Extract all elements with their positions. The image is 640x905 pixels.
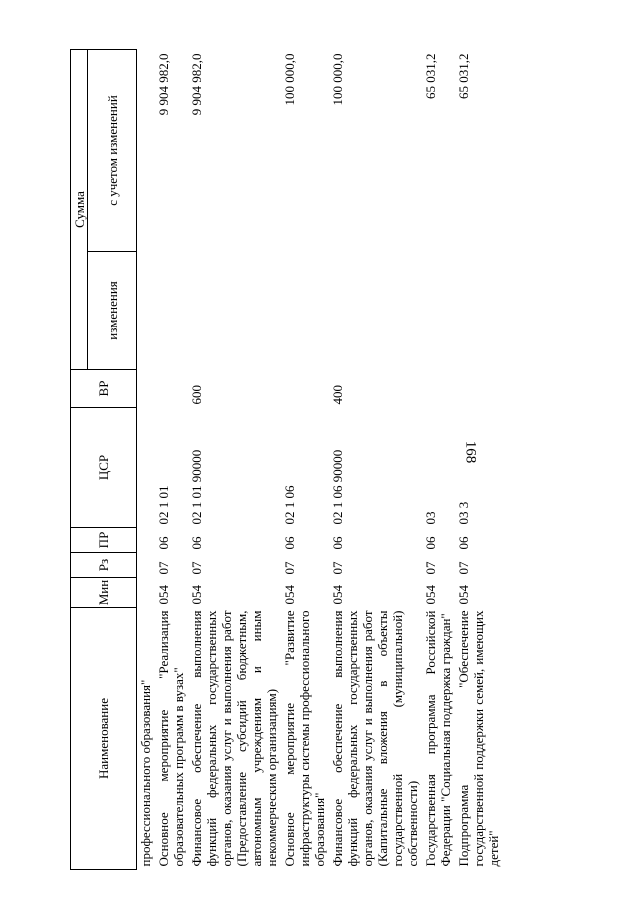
table-row: [420, 50, 453, 870]
row-csr: 02 1 01: [156, 485, 171, 525]
row-rz: 07: [456, 561, 471, 575]
header-pr: ПР: [71, 528, 137, 553]
table-row: [327, 50, 420, 870]
row-change: [420, 252, 453, 370]
row-min: 054: [423, 585, 438, 605]
table-row: [153, 50, 186, 870]
table-row: [186, 50, 279, 870]
row-min: 054: [282, 585, 297, 605]
row-pr: 06: [456, 536, 471, 550]
row-min: 054: [156, 585, 171, 605]
row-pr: [137, 528, 154, 553]
header-vr: ВР: [71, 370, 137, 408]
header-min: Мин: [71, 578, 137, 608]
row-min: 054: [189, 585, 204, 605]
row-change: [279, 252, 327, 370]
table-row: [137, 50, 154, 870]
row-change: [153, 252, 186, 370]
row-total: 9 904 982,0: [189, 53, 204, 116]
row-name: Подпрограмма "Обеспечение государственной поддержки семей, имеющих детей": [456, 610, 501, 867]
row-vr: 600: [189, 385, 204, 405]
header-sum: Сумма: [71, 50, 88, 370]
row-min: 054: [330, 585, 345, 605]
row-vr: [153, 370, 186, 408]
header-with-change: с учетом изменений: [88, 50, 137, 252]
page-number: 168: [462, 440, 479, 464]
row-name: Государственная программа Российской Федерации "Социальная поддержка граждан": [423, 610, 453, 867]
row-name: профессионального образования": [138, 679, 153, 867]
row-rz: [137, 553, 154, 578]
row-name: Основное мероприятие "Развитие инфраструктуры системы профессионального образования": [282, 610, 327, 867]
row-csr: 03 3: [456, 501, 471, 525]
row-total: 65 031,2: [456, 53, 471, 99]
row-pr: 06: [282, 536, 297, 550]
row-rz: 07: [423, 561, 438, 575]
row-vr: [420, 370, 453, 408]
row-vr: [453, 370, 501, 408]
row-pr: 06: [330, 536, 345, 550]
header-rz: Рз: [71, 553, 137, 578]
row-rz: 07: [156, 561, 171, 575]
row-total: 9 904 982,0: [156, 53, 171, 116]
row-pr: 06: [423, 536, 438, 550]
row-change: [186, 252, 279, 370]
row-name: Финансовое обеспечение выполнения функций федеральных государственных органов, оказания услуг и выполнения работ (Капитальные вложения в объекты государственной (муниципальной) собственности): [330, 610, 420, 867]
row-name: Основное мероприятие "Реализация образовательных программ в вузах": [156, 610, 186, 867]
row-change: [327, 252, 420, 370]
row-pr: 06: [156, 536, 171, 550]
row-pr: 06: [189, 536, 204, 550]
row-min: 054: [456, 585, 471, 605]
row-vr: [279, 370, 327, 408]
row-csr: 03: [423, 511, 438, 525]
row-vr: [137, 370, 154, 408]
row-rz: 07: [282, 561, 297, 575]
table-row: [453, 50, 501, 870]
row-csr: 02 1 06 90000: [330, 449, 345, 525]
row-total: [137, 50, 154, 252]
row-total: 100 000,0: [330, 53, 345, 106]
row-vr: 400: [330, 385, 345, 405]
row-change: [137, 252, 154, 370]
row-csr: [137, 408, 154, 528]
row-rz: 07: [189, 561, 204, 575]
row-total: 100 000,0: [282, 53, 297, 106]
header-csr: ЦСР: [71, 408, 137, 528]
row-rz: 07: [330, 561, 345, 575]
header-name: Наименование: [71, 608, 137, 870]
row-csr: 02 1 06: [282, 485, 297, 525]
budget-table: [70, 49, 501, 870]
row-csr: 02 1 01 90000: [189, 449, 204, 525]
header-change: изменения: [88, 252, 137, 370]
table-row: [279, 50, 327, 870]
rotated-page-content: [70, 50, 610, 870]
row-name: Финансовое обеспечение выполнения функций федеральных государственных органов, оказания услуг и выполнения работ (Предоставление субсидий бюджетным, автономным учреждениям и иным некоммерческим организациям): [189, 610, 279, 867]
row-total: 65 031,2: [423, 53, 438, 99]
row-min: [137, 578, 154, 608]
row-change: [453, 252, 501, 370]
